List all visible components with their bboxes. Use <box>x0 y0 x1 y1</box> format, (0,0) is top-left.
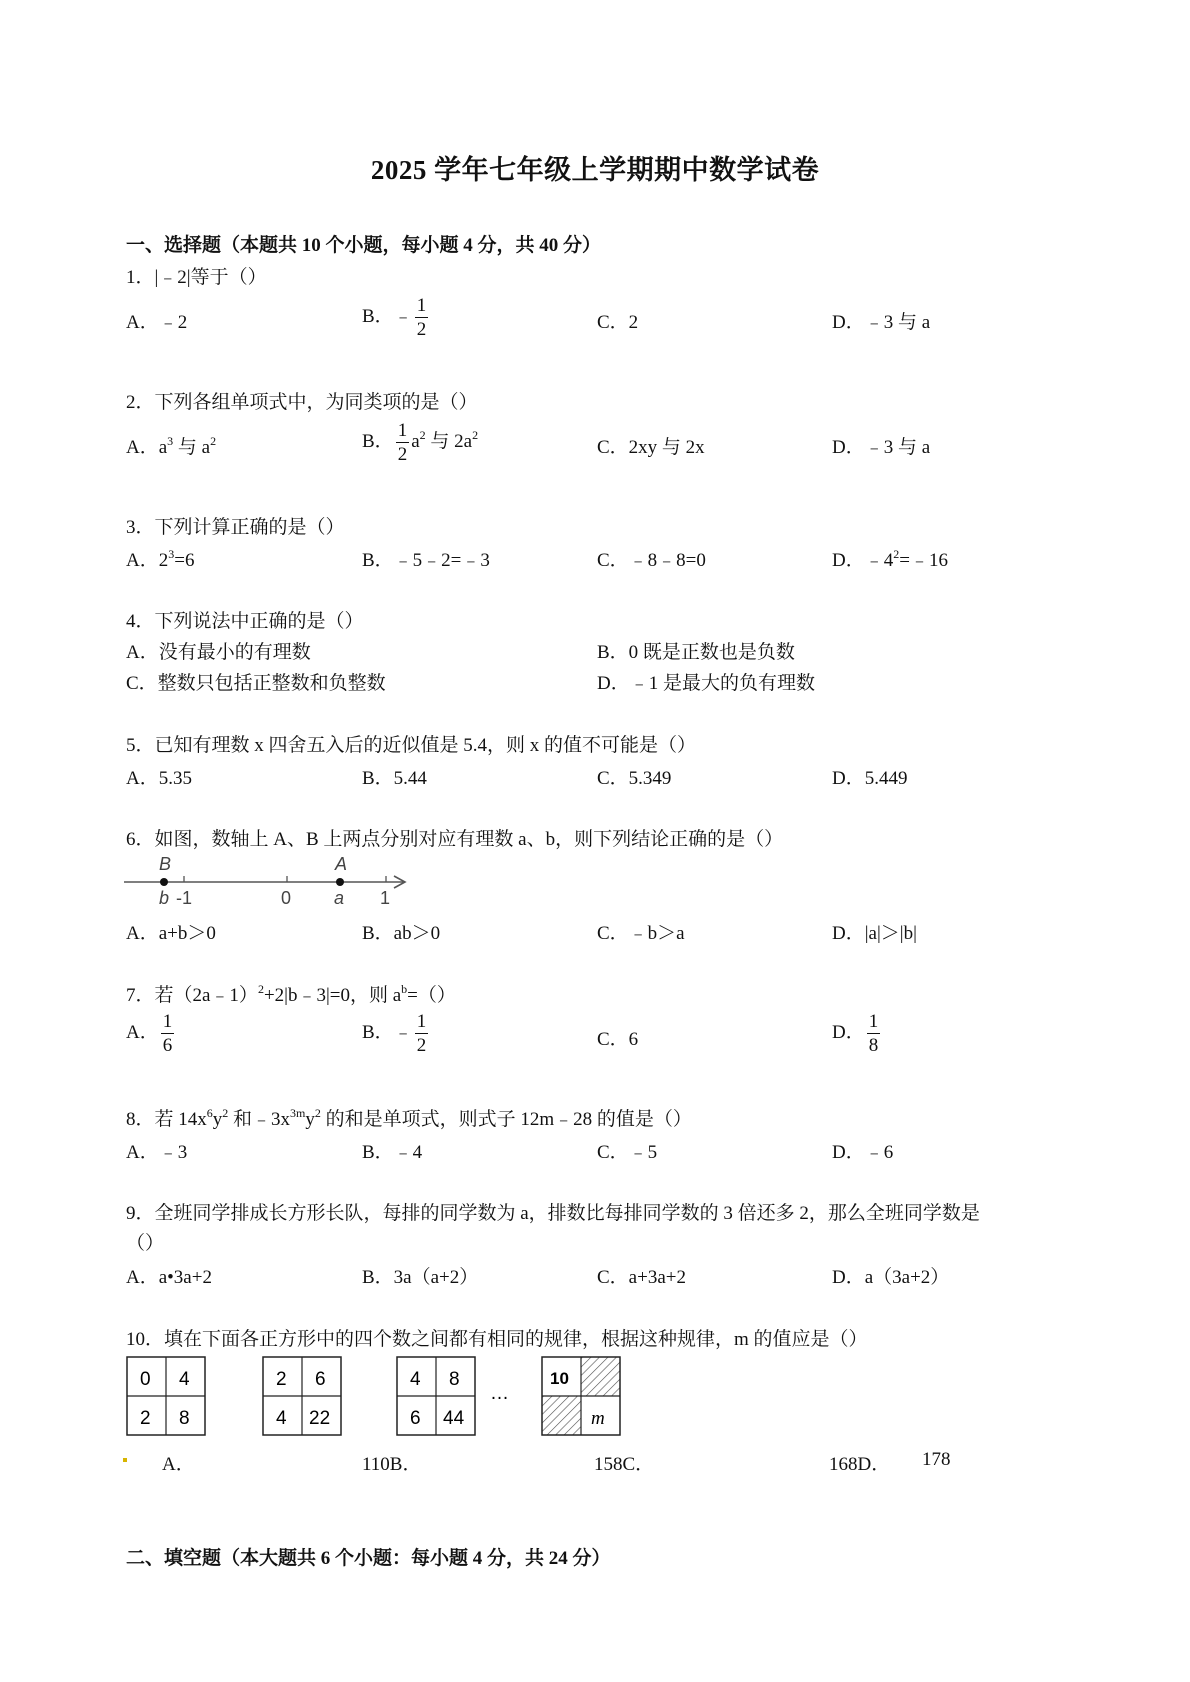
section-1-heading: 一、选择题（本题共 10 个小题，每小题 4 分，共 40 分） <box>126 235 602 256</box>
q3-option-a <box>126 545 194 572</box>
numerator: 1 <box>416 1011 427 1032</box>
fraction <box>161 1012 175 1055</box>
q4-option-a: A．没有最小的有理数 <box>126 642 311 663</box>
q6-option-d: D．|a|＞|b| <box>832 923 917 944</box>
numerator: 1 <box>868 1011 879 1032</box>
q7-stem-exp: 2 <box>257 982 264 996</box>
q10-option-b: B． <box>389 1454 422 1475</box>
q8-option-b: B．﹣4 <box>362 1142 423 1163</box>
cell-m: m <box>591 1408 605 1429</box>
fraction <box>415 296 429 339</box>
q9-option-b: B．3a（a+2） <box>362 1267 479 1288</box>
q10-option-a-value-b <box>362 1449 421 1476</box>
grid-square-4 <box>542 1357 620 1435</box>
q3-option-d <box>832 545 948 572</box>
q6-option-a: A．a+b＞0 <box>126 923 216 944</box>
number-line-figure <box>124 852 414 912</box>
question-4-stem: 4．下列说法中正确的是（） <box>126 611 364 632</box>
q10-option-c-value-d <box>829 1449 890 1476</box>
question-1-stem: 1．|﹣2|等于（） <box>126 267 267 288</box>
q8-t2: 和﹣3x <box>228 1109 291 1130</box>
fraction <box>396 421 410 464</box>
denominator: 8 <box>868 1035 879 1056</box>
cell: 6 <box>410 1408 421 1429</box>
q10-b-value: 158 <box>594 1454 623 1475</box>
page-title: 2025 学年七年级上学期期中数学试卷 <box>370 155 820 185</box>
q5-option-c: C．5.349 <box>597 768 672 789</box>
label-b: b <box>159 888 170 908</box>
q2-option-b <box>362 421 478 464</box>
cell: 22 <box>309 1408 331 1429</box>
q8-post: 的和是单项式，则式子 12m﹣28 的值是（） <box>320 1109 692 1130</box>
q10-a-value: 110 <box>362 1454 390 1475</box>
q2-a-exp2: 2 <box>210 434 217 448</box>
question-9-stem-cont: （） <box>126 1233 165 1254</box>
q2-b-label: B． <box>362 430 394 452</box>
question-10-stem: 10．填在下面各正方形中的四个数之间都有相同的规律，根据这种规律，m 的值应是（） <box>126 1329 868 1350</box>
q2-a-mid: 与 a <box>173 437 211 458</box>
q1-option-b-label: B．﹣ <box>362 305 413 327</box>
q1-option-c: C．2 <box>597 312 639 333</box>
q1-option-d: D．﹣3 与 a <box>832 312 931 333</box>
label-one: 1 <box>380 888 391 908</box>
q9-option-c: C．a+3a+2 <box>597 1267 686 1288</box>
denominator: 6 <box>162 1035 173 1056</box>
cell: 4 <box>179 1369 190 1390</box>
marker-dot <box>123 1458 127 1462</box>
q4-option-b: B．0 既是正数也是负数 <box>597 642 795 663</box>
grid-square-2 <box>263 1357 341 1435</box>
numerator: 1 <box>416 295 427 316</box>
q3-a-rest: =6 <box>174 550 195 571</box>
q10-option-d: D． <box>857 1454 891 1475</box>
cell: 0 <box>140 1369 151 1390</box>
q7-stem-post: =（） <box>407 985 456 1006</box>
label-zero: 0 <box>281 888 292 908</box>
q7-stem-exp2: b <box>401 982 408 996</box>
fraction <box>415 1012 429 1055</box>
grid-square-3 <box>397 1357 475 1435</box>
q2-option-d: D．﹣3 与 a <box>832 437 931 458</box>
q2-b-exp1: 2 <box>419 427 426 442</box>
question-2-stem: 2．下列各组单项式中，为同类项的是（） <box>126 392 478 413</box>
q3-option-c: C．﹣8﹣8=0 <box>597 550 706 571</box>
q10-option-a: A． <box>162 1454 195 1475</box>
q3-d-base: D．﹣4 <box>832 550 894 571</box>
q7-option-d <box>832 1012 882 1055</box>
cell: 10 <box>550 1369 569 1388</box>
question-5-stem: 5．已知有理数 x 四舍五入后的近似值是 5.4，则 x 的值不可能是（） <box>126 735 697 756</box>
cell: 2 <box>140 1408 151 1429</box>
question-6-stem: 6．如图，数轴上 A、B 上两点分别对应有理数 a、b，则下列结论正确的是（） <box>126 829 784 850</box>
q9-option-a: A．a•3a+2 <box>126 1267 212 1288</box>
q3-a-base: A．2 <box>126 550 169 571</box>
q2-b-mid: 与 2a <box>425 430 473 452</box>
q7-stem-pre: 7．若（2a﹣1） <box>126 985 258 1006</box>
question-7-stem <box>126 980 456 1007</box>
question-8-stem <box>126 1104 692 1131</box>
q1-option-a: A．﹣2 <box>126 312 188 333</box>
question-9-stem: 9．全班同学排成长方形长队，每排的同学数为 a，排数比每排同学数的 3 倍还多 2，那么全班同学数是 <box>126 1203 980 1224</box>
cell: 2 <box>276 1369 287 1390</box>
q9-option-d: D．a（3a+2） <box>832 1267 950 1288</box>
q5-option-b: B．5.44 <box>362 768 427 789</box>
q7-option-a <box>126 1012 176 1055</box>
q7-stem-mid: +2|b﹣3|=0，则 a <box>263 985 402 1006</box>
q10-grid-figure <box>126 1355 626 1439</box>
label-B: B <box>159 854 172 874</box>
label-a: a <box>334 888 345 908</box>
q8-exp4: 2 <box>314 1106 321 1120</box>
fraction <box>867 1012 881 1055</box>
q8-t1: y <box>212 1109 223 1130</box>
q8-exp1: 6 <box>206 1106 213 1120</box>
q7-d-label: D． <box>832 1021 865 1043</box>
q2-option-c: C．2xy 与 2x <box>597 437 705 458</box>
q10-option-c: C． <box>622 1454 655 1475</box>
label-A: A <box>335 854 348 874</box>
q3-d-exp: 2 <box>893 547 900 561</box>
q6-option-c: C．﹣b＞a <box>597 923 685 944</box>
q8-option-d: D．﹣6 <box>832 1142 894 1163</box>
q2-a-text: A．a <box>126 437 168 458</box>
q8-option-a: A．﹣3 <box>126 1142 188 1163</box>
q8-pre: 8．若 14x <box>126 1109 207 1130</box>
q6-option-b: B．ab＞0 <box>362 923 441 944</box>
q5-option-d: D．5.449 <box>832 768 908 789</box>
label-neg1: -1 <box>176 888 193 908</box>
q10-d-value: 178 <box>922 1449 951 1470</box>
q10-c-value: 168 <box>829 1454 858 1475</box>
q4-option-d: D．﹣1 是最大的负有理数 <box>597 673 815 694</box>
q3-option-b: B．﹣5﹣2=﹣3 <box>362 550 490 571</box>
denominator: 2 <box>416 1035 427 1056</box>
q8-t3: y <box>305 1109 315 1130</box>
question-3-stem: 3．下列计算正确的是（） <box>126 517 345 538</box>
ellipsis: … <box>490 1383 509 1404</box>
cell: 44 <box>443 1408 465 1429</box>
q7-option-c: C．6 <box>597 1029 639 1050</box>
q1-option-b <box>362 296 430 339</box>
q8-option-c: C．﹣5 <box>597 1142 658 1163</box>
point-b <box>160 878 168 886</box>
q4-option-c: C．整数只包括正整数和负整数 <box>126 673 386 694</box>
q8-exp3: 3m <box>290 1106 306 1120</box>
point-a <box>336 878 344 886</box>
q7-b-label: B．﹣ <box>362 1021 413 1043</box>
q7-a-label: A． <box>126 1021 159 1043</box>
q2-b-var: a <box>411 430 420 452</box>
cell: 8 <box>449 1369 460 1390</box>
q8-exp2: 2 <box>222 1106 229 1120</box>
q2-a-exp1: 3 <box>167 434 174 448</box>
q10-option-b-value-c <box>594 1449 654 1476</box>
q3-a-exp: 3 <box>168 547 175 561</box>
q7-option-b <box>362 1012 430 1055</box>
q2-b-exp2: 2 <box>472 427 479 442</box>
cell: 6 <box>315 1369 326 1390</box>
denominator: 2 <box>397 444 408 465</box>
cell: 4 <box>410 1369 421 1390</box>
cell: 8 <box>179 1408 190 1429</box>
q5-option-a: A．5.35 <box>126 768 192 789</box>
q2-option-a <box>126 432 216 459</box>
numerator: 1 <box>397 420 408 441</box>
cell: 4 <box>276 1408 287 1429</box>
numerator: 1 <box>162 1011 173 1032</box>
grid-square-1 <box>127 1357 205 1435</box>
denominator: 2 <box>416 319 427 340</box>
q3-d-rest: =﹣16 <box>899 550 948 571</box>
section-2-heading: 二、填空题（本大题共 6 个小题：每小题 4 分，共 24 分） <box>126 1548 611 1569</box>
